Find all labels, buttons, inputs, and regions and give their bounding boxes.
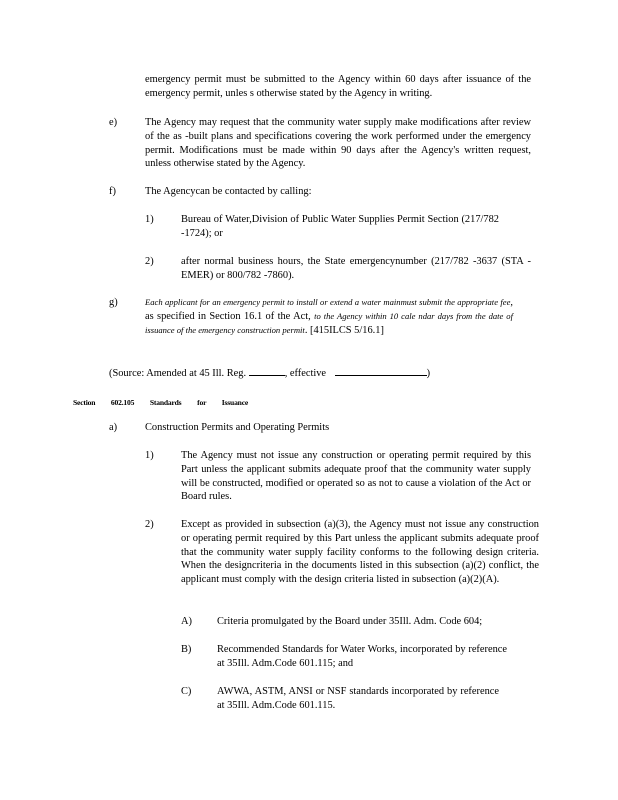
source-middle: , effective — [284, 368, 327, 379]
criteria-b-text: Recommended Standards for Water Works, incorporated by reference at 35Ill. Adm.Code 601.115; and — [217, 644, 507, 669]
continuation-paragraph: emergency permit must be submitted to the Agency within 60 days after issuance of the emergency permit, unles s otherwise stated by the Agency in writing. — [145, 74, 531, 99]
item-label-f: f) — [109, 186, 116, 197]
item-label-g: g) — [109, 297, 118, 308]
source-effective-blank — [335, 366, 427, 376]
item-f-1-text: Bureau of Water,Division of Public Water Supplies Permit Section (217/782 -1724); or — [181, 214, 499, 239]
item-a-1-label: 1) — [145, 450, 154, 461]
source-reg-blank — [249, 366, 285, 376]
criteria-a-label: A) — [181, 616, 192, 627]
item-g-end: . [415ILCS 5/16.1] — [304, 324, 384, 336]
item-a-2-text: Except as provided in subsection (a)(3), the Agency must not issue any construction or operating permit required by this Part unless the applicant submits adequate proof that the community water supply facility conforms to the following design criteria. When the designcriteria in the documents listed in this subsection (a)(2) conflict, the applicant must comply with the design criteria listed in subsection (a)(2)(A). — [181, 519, 539, 586]
criteria-c-label: C) — [181, 686, 192, 697]
item-f-2-text: after normal business hours, the State emergencynumber (217/782 -3637 (STA -EMER) or 800/782 -7860). — [181, 256, 531, 281]
item-a-2-label: 2) — [145, 519, 154, 530]
item-f-1-label: 1) — [145, 214, 154, 225]
item-f-2-label: 2) — [145, 256, 154, 267]
source-close: ) — [426, 368, 431, 379]
section-heading: Section 602.105 Standards for Issuance — [73, 398, 249, 407]
item-g-text — [145, 296, 513, 337]
criteria-b-label: B) — [181, 644, 192, 655]
item-label-e: e) — [109, 117, 118, 128]
source-note — [109, 366, 469, 381]
item-a-title: Construction Permits and Operating Permits — [145, 422, 330, 433]
criteria-c-text: AWWA, ASTM, ANSI or NSF standards incorporated by reference at 35Ill. Adm.Code 601.115. — [217, 686, 499, 711]
item-g-roman: , as specified in Section 16.1 of the Act, — [145, 297, 513, 322]
item-e-text: The Agency may request that the community water supply make modifications after review of the as -built plans and specifications covering the work performed under the emergency permit. Modifications must be made within 90 days after the Agency's written request, unless otherwise stated by the Agency. — [145, 117, 531, 170]
item-a-1-text: The Agency must not issue any construction or operating permit required by this Part unless the applicant submits adequate proof that the community water supply will be constructed, modified or operated so as not to cause a violation of the Act or Board rules. — [181, 450, 531, 503]
item-g-italic-1: Each applicant for an emergency permit to install or extend a water mainmust submit the appropriate fee — [145, 297, 511, 307]
source-open: (Source: Amended at 45 Ill. Reg. — [109, 368, 247, 379]
item-g-italic-2: to the Agency within 10 cale ndar days from the date of issuance of the emergency construction permit — [145, 310, 513, 335]
item-f-text: The Agencycan be contacted by calling: — [145, 186, 312, 197]
criteria-a-text: Criteria promulgated by the Board under 35Ill. Adm. Code 604; — [217, 616, 483, 627]
item-label-a: a) — [109, 422, 118, 433]
